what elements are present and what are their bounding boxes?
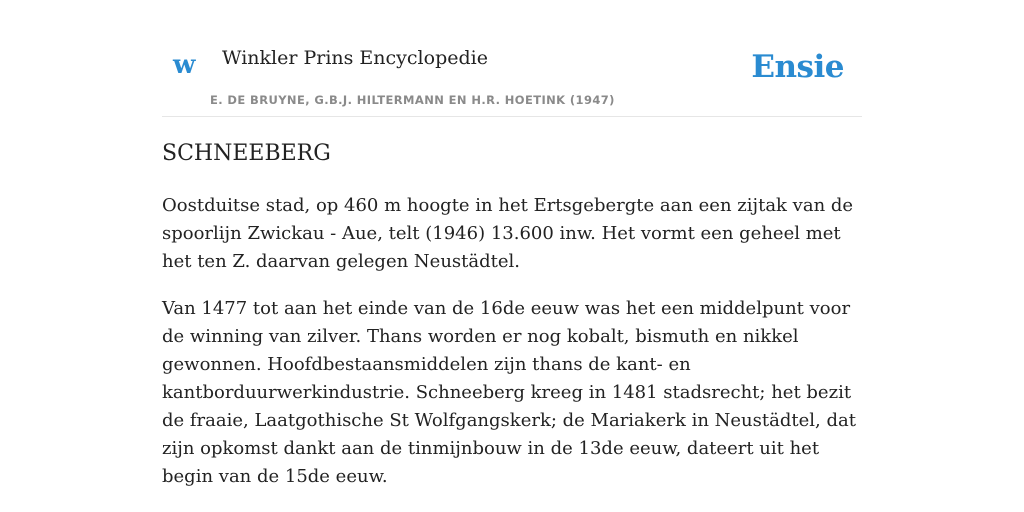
source-logo[interactable]: w [173, 50, 196, 80]
article-paragraph: Oostduitse stad, op 460 m hoogte in het Ertsgebergte aan een zijtak van de spoorlijn Zwickau - Aue, telt (1946) 13.600 inw. Het vormt een geheel met het ten Z. daarvan gelegen Neustädtel. [162, 195, 854, 272]
source-header [162, 40, 862, 117]
source-authors: E. DE BRUYNE, G.B.J. HILTERMANN EN H.R. HOETINK (1947) [210, 93, 615, 107]
ensie-logo-link[interactable]: Ensie [751, 49, 844, 85]
article-body [162, 192, 862, 510]
source-title-link[interactable]: Winkler Prins Encyclopedie [222, 47, 488, 69]
article-title: SCHNEEBERG [162, 141, 331, 166]
article-paragraph: Van 1477 tot aan het einde van de 16de eeuw was het een middelpunt voor de winning van zilver. Thans worden er nog kobalt, bismuth en nikkel gewonnen. Hoofdbestaansmiddelen zijn thans de kant- en kantborduurwerkindustrie. Schneeberg kreeg in 1481 stadsrecht; het bezit de fraaie, Laatgothische St Wolfgangskerk; de Mariakerk in Neustädtel, dat zijn opkomst dankt aan de tinmijnbouw in de 13de eeuw, dateert uit het begin van de 15de eeuw. [162, 298, 856, 487]
